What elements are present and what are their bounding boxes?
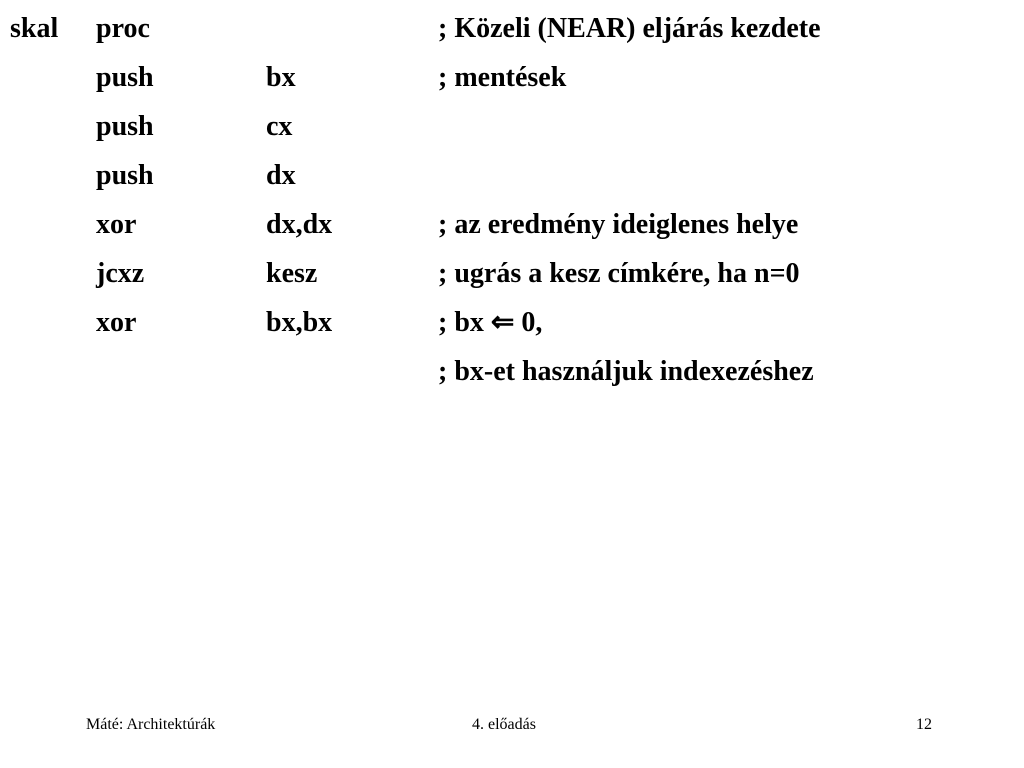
code-line (0, 102, 1024, 151)
code-mnemonic: proc (96, 13, 150, 44)
code-label: skal (10, 13, 59, 44)
code-line (0, 200, 1024, 249)
code-line (0, 249, 1024, 298)
code-mnemonic: push (96, 111, 154, 142)
code-mnemonic: jcxz (96, 258, 145, 289)
code-operand: bx (266, 62, 296, 93)
code-mnemonic: push (96, 160, 154, 191)
code-line (0, 53, 1024, 102)
code-comment: ; bx-et használjuk indexezéshez (438, 356, 814, 387)
code-operand: cx (266, 111, 293, 142)
code-operand: dx,dx (266, 209, 333, 240)
code-mnemonic: xor (96, 209, 137, 240)
code-comment: ; az eredmény ideiglenes helye (438, 209, 799, 240)
code-comment: ; bx ⇐ 0, (438, 307, 543, 338)
footer-lecture: 4. előadás (472, 716, 536, 733)
code-mnemonic: xor (96, 307, 137, 338)
code-mnemonic: push (96, 62, 154, 93)
code-line (0, 347, 1024, 396)
code-operand: bx,bx (266, 307, 333, 338)
code-comment: ; ugrás a kesz címkére, ha n=0 (438, 258, 800, 289)
code-comment: ; mentések (438, 62, 567, 93)
code-operand: kesz (266, 258, 318, 289)
code-line (0, 151, 1024, 200)
code-comment: ; Közeli (NEAR) eljárás kezdete (438, 13, 821, 44)
footer-page-number: 12 (916, 716, 932, 733)
footer-author-course: Máté: Architektúrák (86, 716, 216, 733)
code-operand: dx (266, 160, 296, 191)
code-line (0, 4, 1024, 53)
code-line (0, 298, 1024, 347)
